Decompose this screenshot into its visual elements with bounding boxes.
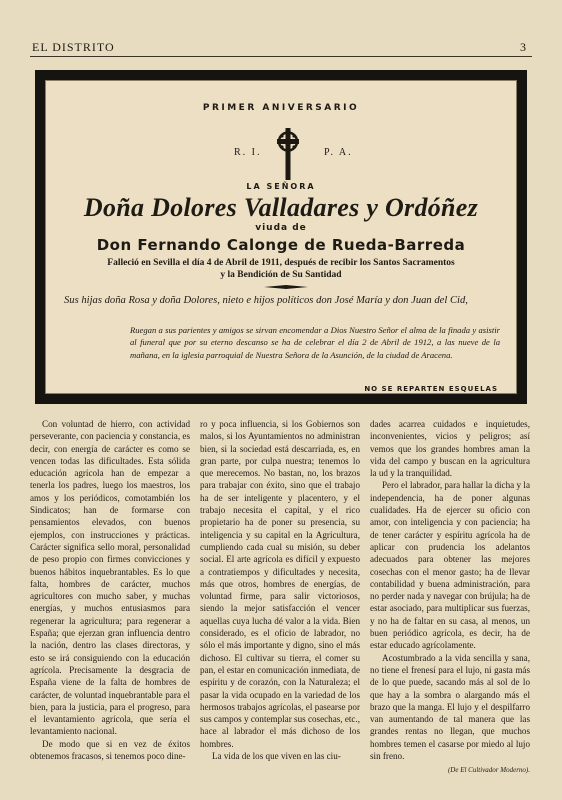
death-line-1: Falleció en Sevilla el día 4 de Abril de 1911, después de recibir los Santos Sacramentos [107,258,455,268]
article-column-1 [30,418,190,780]
article-source: (De El Cultivador Moderno). [447,766,530,775]
cross-icon [273,126,303,182]
paragraph: Con voluntad de hierro, con actividad perseverante, con paciencia y constancia, es decir, con energía de carácter es como se vencen todas las dificultades. Esta sólida educación agrícola han de empezar a tenerla los padres, luego los maestros, los amos y los periódicos, comotambién los Sindicatos; han de formarse con pensamientos elevados, con buenos ejemplos, con instrucciones y prácticas. Carácter significa sello moral, personalidad de peso propio con firmes convicciones y buenos hábitos inquebrantables. Es lo que falta, hombres de carácter, muchos agricultores con mucho saber, y muchas energías, y muchos entusiasmos para regenerar la agricultura; para regenerar a España; que ejerzan gran influencia dentro la nación, dentro las clases directoras, y esto se irá consiguiendo con la educación agrícola. Precisamente la desgracia de España viene de la falta de hombres de carácter, de voluntad inquebrantable para el bien, para la justicia, para el progreso, para el levantamiento agrícola, que sería el levantamiento nacional. [30,419,190,737]
funeral-request: Ruegan a sus parientes y amigos se sirvan encomendar a Dios Nuestro Señor el alma de la finada y asistir al funeral que por su eterno descanso se ha de celebrar el día 2 de Abril de 1912, a las nueve de la mañana, en la iglesia parroquial de Nuestra Señora de la Asunción, de la ciudad de Aracena. [130,325,500,360]
death-line-2: y la Bendición de Su Santidad [220,270,342,280]
article-column-2 [200,418,360,780]
anniversary-heading: PRIMER ANIVERSARIO [202,103,360,113]
page-header [30,40,532,57]
paragraph: De modo que si en vez de éxitos obtenemos fracasos, si tenemos poco dine- [30,738,190,762]
article-body [30,418,530,780]
husband-name: Don Fernando Calonge de Rueda-Barreda [96,236,466,254]
deceased-name: Doña Dolores Valladares y Ordóñez [83,193,479,222]
obituary-inner [45,80,517,394]
paragraph: La vida de los que viven en las ciu- [212,751,341,762]
no-esquelas-note: NO SE REPARTEN ESQUELAS [364,385,498,393]
paragraph: Acostumbrado a la vida sencilla y sana, no tiene el frenesí para el lujo, ni gasta más de lo que puede, sacando más al sol de lo que hay a la sombra o alargando más el brazo que la manga. El lujo y el despilfarro van aumentando de tal manera que las grandes rentas no llegan, que muchos hombres temen el casarse por miedo al lujo sin freno. [370,652,530,762]
paragraph: ro y poca influencia, si los Gobiernos son malos, si los Ayuntamientos no administran bien, si la sociedad está descarriada, es, en gran parte, por culpa nuestra; tenemos lo que merecemos. No bastan, no, los brazos para trabajar con éxito, sino que el trabajo ha de ser inteligente y placentero, y el trabajo necesita el capital, y el rico propietario ha de poner su presencia, su inteligencia y su capital en la Agricultura, cumpliendo cada cual su misión, su deber social. El arte agrícola es difícil y expuesto a contratiempos y dificultades y necesita, más que otros, hombres de energías, de voluntad firme, para salir victoriosos, siendo la mejor satisfacción el vencer aquellas cuya lucha dé valor a la vida. Bien considerado, es el oficio de labrador, no sólo el más importante y digno, sino el más dichoso. El cultivar su tierra, el comer su pan, el estar en comunicación inmediata, de espíritu y de corazón, con la Naturaleza; el pasar la vida ocupado en la variedad de los hermosos trabajos agrícolas, el pasearse por sus campos y contemplar sus cosechas, etc., hace al labrador el más dichoso de los hombres. [200,419,360,749]
paragraph: Pero el labrador, para hallar la dicha y la independencia, ha de poner algunas cualidades. Ha de ejercer su oficio con amor, con inteligencia y con paciencia; ha de tener carácter y espíritu agrícola ha de aplicar con prudencia los adelantos adecuados para obtener las mejores cosechas con el menor gasto; ha de llevar contabilidad y buena administración, para no perder nada y navegar con brújula; ha de estar asociado, para multiplicar sus fuerzas, y no ha de faltar en su casa, al menos, un buen periódico agrícola, es decir, ha de estar educado agrícolamente. [370,480,530,651]
page-number: 3 [520,40,526,54]
viuda-de-label: viuda de [255,223,307,233]
publication-title: EL DISTRITO [32,40,115,54]
rip-right: P. A. [324,147,353,158]
death-details [46,257,516,281]
paragraph: dades acarrea cuidados e inquietudes, inconvenientes, vicios y peligros; así vemos que los grandes hombres aman la vida del campo y buscan en la agricultura la ud y la tranquilidad. [370,419,530,479]
family-line: Sus hijas doña Rosa y doña Dolores, nieto e hijos políticos don José María y don Juan del Cid, [64,295,468,306]
article-column-3 [370,418,530,780]
la-senora-label: LA SEÑORA [246,182,316,191]
rip-left: R. I. [234,147,262,158]
ornament-divider [264,285,308,289]
obituary-notice [35,70,527,404]
